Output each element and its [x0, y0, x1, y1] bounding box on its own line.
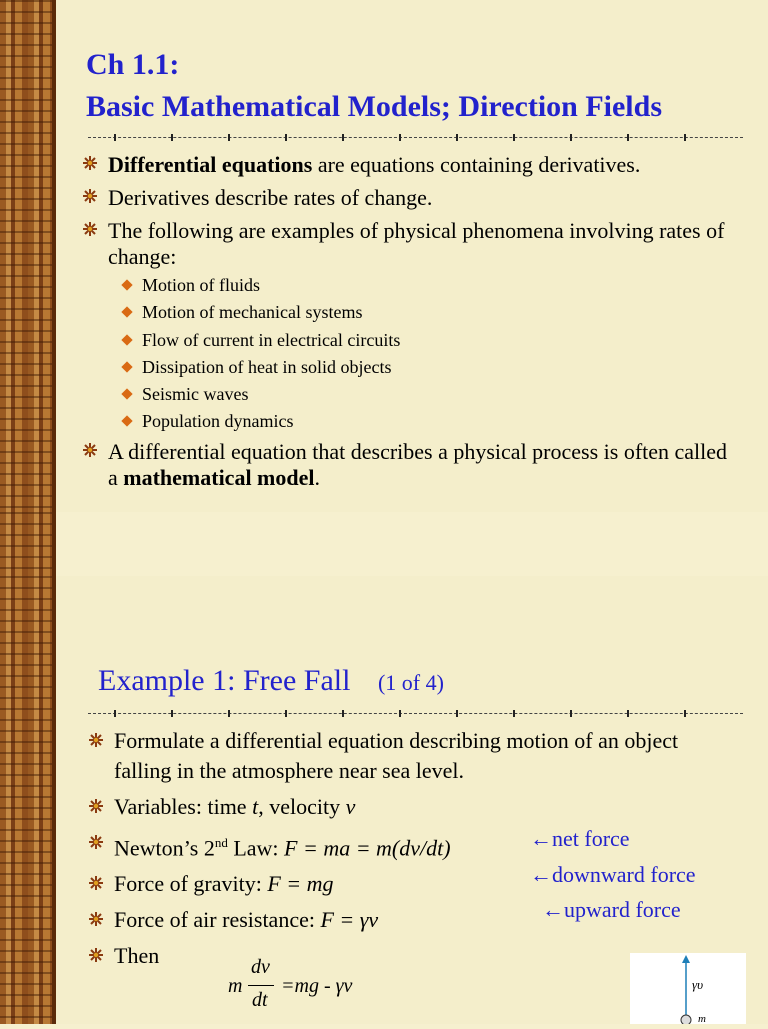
sub-list-item [118, 356, 742, 378]
sub-list-item [118, 329, 742, 351]
bullet-text: Force of air resistance: [114, 907, 321, 933]
sub-bullet-text: Motion of mechanical systems [142, 302, 363, 323]
arrowhead-icon [682, 955, 690, 963]
sub-list-item [118, 301, 742, 323]
starburst-bullet-icon [88, 834, 104, 850]
force-label: γυ [692, 977, 704, 992]
sub-list-item [118, 383, 742, 405]
air-resistance-equation: F = γv [320, 907, 379, 933]
eq-mass: m [228, 975, 243, 997]
bullet-text: . [314, 465, 320, 491]
slide-gap [0, 512, 768, 576]
bullet-text: The following are examples of physical phenomena involving rates of change: [108, 218, 725, 269]
mass-circle [681, 1015, 691, 1024]
diamond-bullet-icon [121, 307, 132, 318]
term-mathematical-model: mathematical model [123, 465, 315, 491]
title-divider [88, 713, 743, 714]
decorative-wood-strip [0, 512, 56, 576]
sub-bullet-text: Dissipation of heat in solid objects [142, 356, 392, 377]
list-item [88, 726, 728, 786]
slide-2-title-suffix: (1 of 4) [377, 670, 444, 695]
gravity-equation: F = mg [267, 871, 334, 897]
slide-1-bullets [82, 152, 742, 498]
title-divider [88, 137, 743, 138]
decorative-wood-strip [0, 576, 56, 1024]
starburst-bullet-icon [82, 188, 98, 204]
differential-equation [228, 956, 388, 1016]
list-item [82, 185, 742, 211]
term-differential-equations: Differential equations [108, 152, 313, 177]
superscript: nd [214, 835, 228, 850]
diamond-bullet-icon [121, 416, 132, 427]
sub-list-item [118, 410, 742, 432]
bullet-text: Law: [227, 835, 285, 861]
bullet-text: Variables: time [114, 794, 253, 819]
sub-bullet-text: Population dynamics [142, 411, 294, 432]
var-v: v [345, 794, 356, 819]
annotation-net-force: ←net force [530, 826, 630, 851]
diamond-bullet-icon [121, 279, 132, 290]
sub-bullet-text: Flow of current in electrical circuits [142, 329, 401, 350]
list-item [88, 792, 728, 822]
bullet-text: Then [114, 943, 160, 969]
newton-law-equation: F = ma = m(dv/dt) [284, 835, 451, 861]
bullet-text: are equations containing derivatives. [312, 152, 641, 177]
bullet-text: , velocity [258, 794, 346, 819]
starburst-bullet-icon [82, 155, 98, 171]
starburst-bullet-icon [88, 732, 104, 748]
diamond-bullet-icon [121, 361, 132, 372]
free-body-diagram [630, 953, 746, 1024]
bullet-text: A differential equation that describes a physical process is often called a [108, 439, 728, 491]
eq-numerator: dv [251, 956, 270, 978]
eq-rhs: =mg - γv [281, 975, 353, 997]
starburst-bullet-icon [88, 875, 104, 891]
mass-label: m [698, 1013, 706, 1025]
bullet-text: Derivatives describe rates of change. [108, 185, 433, 210]
eq-denominator: dt [252, 989, 268, 1011]
list-item [82, 218, 742, 432]
bullet-text: Newton’s 2 [114, 835, 215, 861]
list-item [88, 828, 728, 863]
var-t: t [252, 794, 259, 819]
diamond-bullet-icon [121, 334, 132, 345]
list-item [82, 152, 742, 178]
starburst-bullet-icon [88, 947, 104, 963]
starburst-bullet-icon [88, 911, 104, 927]
bullet-text: Formulate a differential equation describing motion of an object falling in the atmosphere near sea level. [114, 728, 679, 783]
starburst-bullet-icon [88, 798, 104, 814]
slide-2-title-text: Example 1: Free Fall [98, 664, 351, 697]
starburst-bullet-icon [82, 442, 98, 458]
annotation-downward-force: ←downward force [530, 862, 696, 887]
free-body-diagram-svg [630, 953, 746, 1024]
slide-2-bullets [88, 726, 728, 977]
slide-1-title-line2: Basic Mathematical Models; Direction Fields [86, 90, 663, 123]
decorative-wood-strip [0, 0, 56, 512]
annotation-upward-force: ←upward force [542, 897, 681, 922]
list-item [82, 439, 742, 491]
slide-1-title-line1: Ch 1.1: [86, 48, 180, 81]
starburst-bullet-icon [82, 221, 98, 237]
fraction-bar [248, 985, 274, 986]
diamond-bullet-icon [121, 389, 132, 400]
sub-bullet-text: Seismic waves [142, 384, 249, 405]
slide-2-title [98, 664, 444, 698]
bullet-text: Force of gravity: [114, 871, 268, 897]
sub-list-item [118, 274, 742, 296]
slide-1 [0, 0, 768, 512]
sub-bullet-text: Motion of fluids [142, 275, 261, 295]
phenomena-sublist [118, 274, 742, 432]
